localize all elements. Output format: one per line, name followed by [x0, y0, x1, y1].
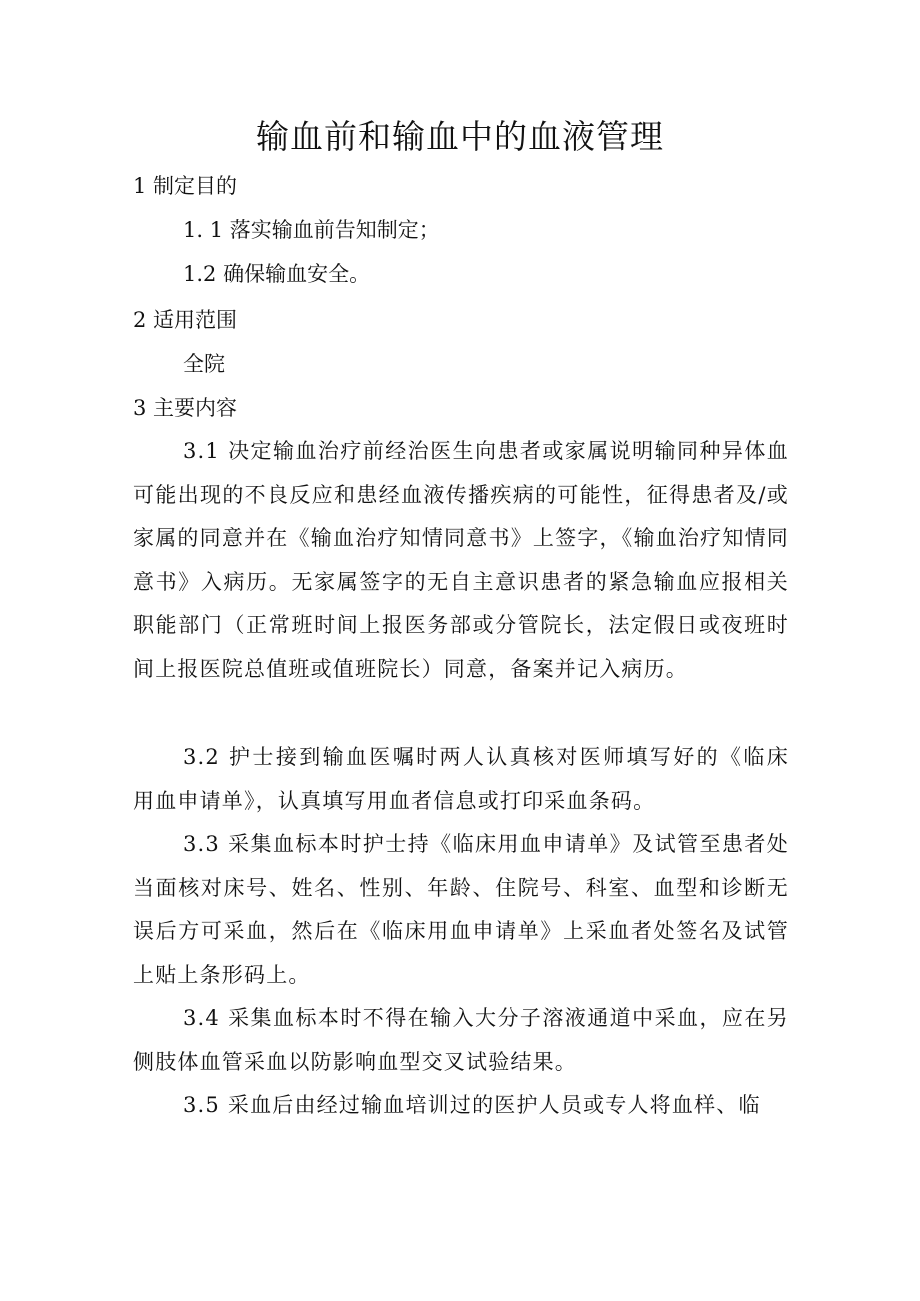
section-2-heading: 2 适用范围: [133, 308, 238, 332]
section-2-body: 全院: [183, 352, 225, 376]
paragraph-3-4: 3.4 采集血标本时不得在输入大分子溶液通道中采血，应在另侧肢体血管采血以防影响血型交叉试验结果。: [133, 1006, 789, 1074]
paragraph-3-2: 3.2 护士接到输血医嘱时两人认真核对医师填写好的《临床 用血申请单》，认真填写用血者信息或打印采血条码。: [133, 745, 789, 813]
section-1-item-1: 1. 1 落实输血前告知制定；: [183, 218, 440, 242]
paragraph-3-5: 3.5 采血后由经过输血培训过的医护人员或专人将血样、临: [183, 1093, 761, 1117]
section-3-heading: 3 主要内容: [133, 396, 238, 420]
paragraph-3-3: 3.3 采集血标本时护士持《临床用血申请单》及试管至患者处当面核对床号、姓名、性别、年龄、住院号、科室、血型和诊断无误后方可采血，然后在《临床用血申请单》上采血者处签名及试管上贴上条形码上。: [133, 832, 789, 987]
section-1-item-2: 1.2 确保输血安全。: [183, 262, 371, 286]
paragraph-3-1: 3.1 决定输血治疗前经治医生向患者或家属说明输同种异体血可能出现的不良反应和患经血液传播疾病的可能性，征得患者及/或家属的同意并在《输血治疗知情同意书》上签字，《输血治疗知情同意书》入病历。无家属签字的无自主意识患者的紧急输血应报相关职能部门（正常班时间上报医务部或分管院长，法定假日或夜班时间上报医院总值班或值班院长）同意，备案并记入病历。: [133, 439, 789, 681]
document-title: 输血前和输血中的血液管理: [256, 117, 664, 156]
section-1-heading: 1 制定目的: [133, 174, 238, 198]
